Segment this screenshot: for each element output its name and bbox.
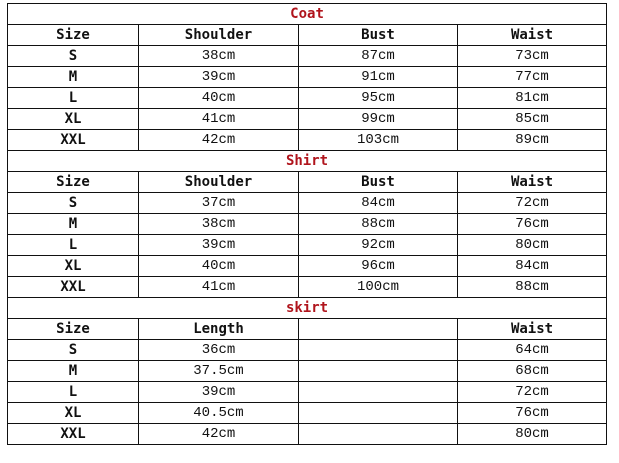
table-row [8,256,607,277]
measurement-cell: 76cm [458,403,607,424]
measurement-cell: 37cm [139,193,299,214]
measurement-cell [299,361,458,382]
section-title-shirt: Shirt [8,151,607,172]
section-title-row [8,4,607,25]
measurement-cell [299,382,458,403]
measurement-cell: 95cm [299,88,458,109]
section-title-coat: Coat [8,4,607,25]
table-row [8,340,607,361]
header-row [8,319,607,340]
size-label: XL [8,403,139,424]
size-label: S [8,193,139,214]
header-row [8,172,607,193]
table-row [8,277,607,298]
size-label: XXL [8,424,139,445]
table-row [8,109,607,130]
column-header: Shoulder [139,25,299,46]
measurement-cell: 81cm [458,88,607,109]
measurement-cell: 40cm [139,88,299,109]
section-title-row [8,151,607,172]
measurement-cell: 89cm [458,130,607,151]
size-label: S [8,340,139,361]
measurement-cell: 77cm [458,67,607,88]
column-header: Waist [458,172,607,193]
table-row [8,382,607,403]
measurement-cell: 99cm [299,109,458,130]
column-header: Size [8,172,139,193]
measurement-cell: 39cm [139,235,299,256]
table-row [8,235,607,256]
measurement-cell: 39cm [139,382,299,403]
measurement-cell [299,424,458,445]
table-row [8,130,607,151]
measurement-cell [299,340,458,361]
measurement-cell: 68cm [458,361,607,382]
table-row [8,193,607,214]
measurement-cell: 38cm [139,46,299,67]
measurement-cell: 38cm [139,214,299,235]
measurement-cell: 41cm [139,109,299,130]
size-chart-body [8,4,607,445]
measurement-cell: 72cm [458,382,607,403]
measurement-cell: 88cm [458,277,607,298]
measurement-cell: 72cm [458,193,607,214]
column-header: Shoulder [139,172,299,193]
size-label: M [8,361,139,382]
column-header: Bust [299,172,458,193]
size-label: M [8,214,139,235]
measurement-cell: 73cm [458,46,607,67]
measurement-cell [299,403,458,424]
measurement-cell: 37.5cm [139,361,299,382]
header-row [8,25,607,46]
measurement-cell: 42cm [139,130,299,151]
measurement-cell: 64cm [458,340,607,361]
table-row [8,88,607,109]
measurement-cell: 39cm [139,67,299,88]
measurement-cell: 80cm [458,235,607,256]
measurement-cell: 103cm [299,130,458,151]
size-label: M [8,67,139,88]
measurement-cell: 80cm [458,424,607,445]
measurement-cell: 85cm [458,109,607,130]
measurement-cell: 87cm [299,46,458,67]
column-header: Length [139,319,299,340]
size-label: XL [8,109,139,130]
table-row [8,214,607,235]
measurement-cell: 41cm [139,277,299,298]
size-label: L [8,382,139,403]
table-row [8,67,607,88]
table-row [8,424,607,445]
size-chart-table [7,3,607,445]
measurement-cell: 91cm [299,67,458,88]
column-header [299,319,458,340]
size-label: L [8,235,139,256]
measurement-cell: 42cm [139,424,299,445]
measurement-cell: 100cm [299,277,458,298]
column-header: Waist [458,319,607,340]
table-row [8,403,607,424]
measurement-cell: 36cm [139,340,299,361]
measurement-cell: 92cm [299,235,458,256]
measurement-cell: 84cm [458,256,607,277]
size-label: XL [8,256,139,277]
measurement-cell: 84cm [299,193,458,214]
size-label: XXL [8,277,139,298]
measurement-cell: 40.5cm [139,403,299,424]
table-row [8,361,607,382]
size-label: S [8,46,139,67]
table-row [8,46,607,67]
measurement-cell: 88cm [299,214,458,235]
column-header: Bust [299,25,458,46]
measurement-cell: 96cm [299,256,458,277]
measurement-cell: 76cm [458,214,607,235]
column-header: Size [8,319,139,340]
size-label: L [8,88,139,109]
section-title-row [8,298,607,319]
column-header: Waist [458,25,607,46]
section-title-skirt: skirt [8,298,607,319]
size-label: XXL [8,130,139,151]
measurement-cell: 40cm [139,256,299,277]
column-header: Size [8,25,139,46]
